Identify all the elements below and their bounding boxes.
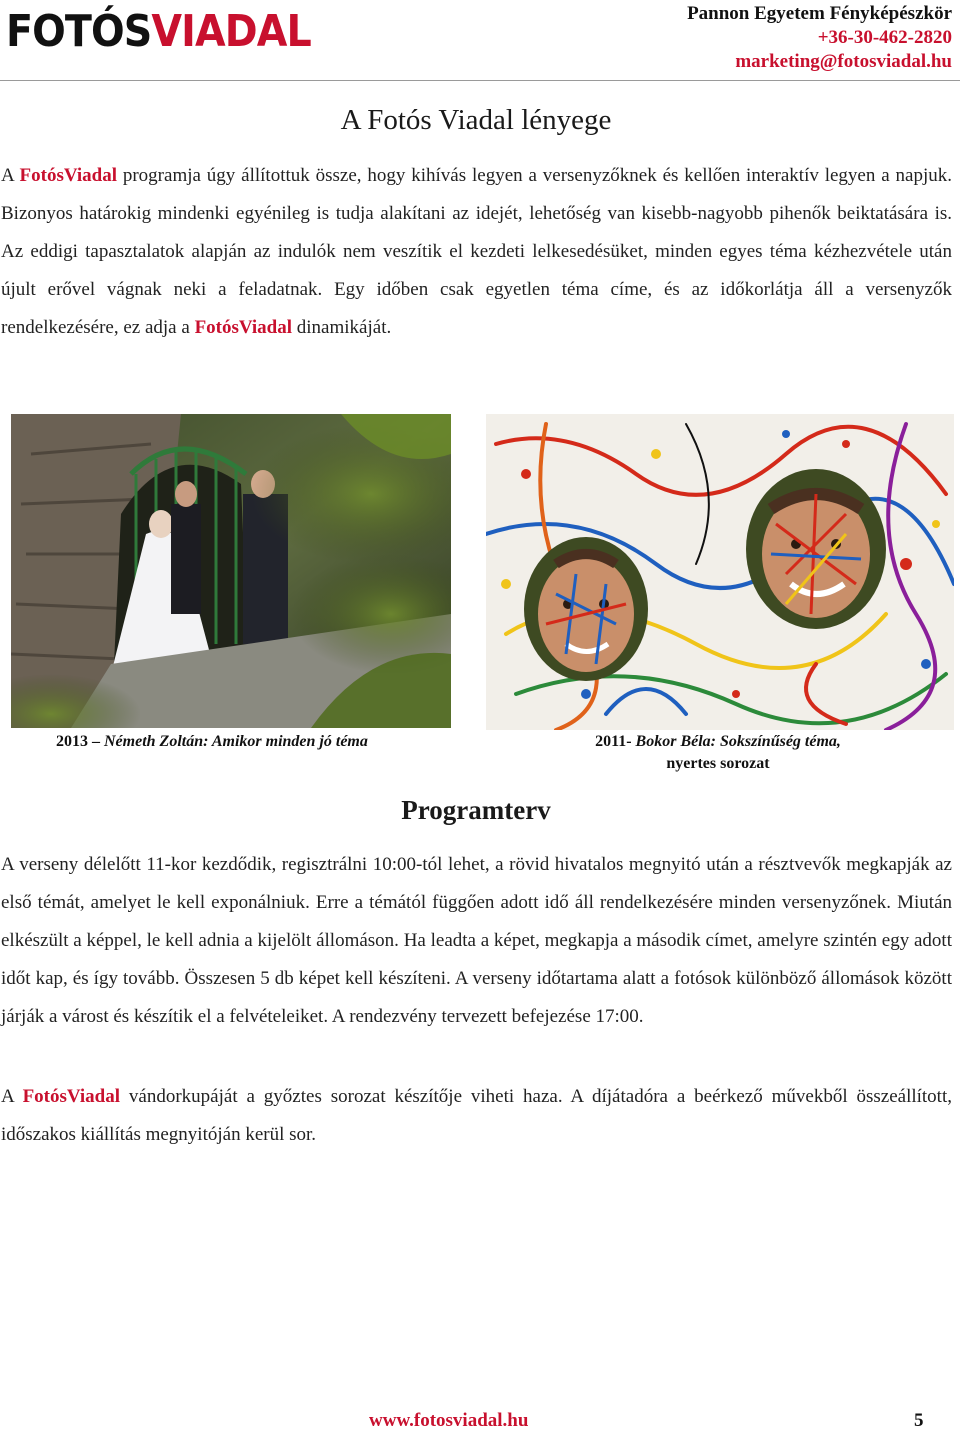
header-email[interactable]: marketing@fotosviadal.hu xyxy=(735,51,952,72)
photo-splatter-image xyxy=(486,414,954,730)
trophy-text-a: A xyxy=(1,1086,23,1107)
brand-name: FotósViadal xyxy=(194,317,293,338)
brand-name: FotósViadal xyxy=(19,165,117,186)
trophy-text-b: vándorkupáját a győztes sorozat készítője viheti haza. A díjátadóra a beérkező művekből összeállított, időszakos kiállítás megnyitóján kerül sor. xyxy=(1,1086,952,1145)
caption-year: 2013 – xyxy=(56,733,100,750)
brand-name: FotósViadal xyxy=(22,1086,121,1107)
caption-title: Bokor Béla: Sokszínűség téma, xyxy=(631,733,841,750)
header-divider xyxy=(0,80,960,81)
photo-caption-left xyxy=(56,731,368,753)
photo-paint-splatter xyxy=(486,414,954,730)
page-number: 5 xyxy=(914,1410,924,1431)
photo-wedding xyxy=(11,414,451,728)
header-phone: +36-30-462-2820 xyxy=(817,27,952,48)
intro-paragraph xyxy=(1,157,952,347)
intro-text-a: A xyxy=(1,165,20,186)
intro-text-c: dinamikáját. xyxy=(292,317,392,338)
header-org: Pannon Egyetem Fényképészkör xyxy=(687,3,952,24)
footer-url[interactable]: www.fotosviadal.hu xyxy=(369,1410,529,1431)
header-contact xyxy=(687,2,952,74)
program-paragraph: A verseny délelőtt 11-kor kezdődik, regisztrálni 10:00-tól lehet, a rövid hivatalos megnyitó után a résztvevők megkapják az első témát, amelyet le kell exponálniuk. Erre a témától függően adott idő áll rendelkezésére minden versenyzőnek. Miután elkészült a képpel, le kell adnia a kijelölt állomáson. Ha leadta a képet, megkapja a második címet, amelyre szintén egy adott időt kap, és így tovább. Összesen 5 db képet kell készíteni. A verseny időtartama alatt a fotósok különböző állomások között járják a várost és készítik el a felvételeiket. A rendezvény tervezett befejezése 17:00. xyxy=(1,854,952,1027)
caption-year: 2011- xyxy=(595,733,632,750)
photo-wedding-image xyxy=(11,414,451,728)
page-footer xyxy=(0,1410,960,1436)
logo-part-fotos: FOTÓS xyxy=(6,6,152,57)
section-title-programterv: Programterv xyxy=(401,795,551,825)
trophy-paragraph xyxy=(1,1078,952,1154)
caption-title: Németh Zoltán: Amikor minden jó téma xyxy=(100,733,368,750)
logo-part-viadal: VIADAL xyxy=(151,6,311,57)
photo-caption-right xyxy=(568,731,868,775)
section-title-lenyege: A Fotós Viadal lényege xyxy=(340,104,612,136)
caption-line2: nyertes sorozat xyxy=(666,755,770,772)
fotosviadal-logo xyxy=(6,4,311,60)
intro-text-b: programja úgy állítottuk össze, hogy kihívás legyen a versenyzőknek és kellően interaktív legyen a napjuk. Bizonyos határokig mindenki egyénileg is tudja alakítani az idejét, lehetőség van kisebb-nagyobb pihenők beiktatására is. Az eddigi tapasztalatok alapján az indulók nem veszítik el kezdeti lelkesedésüket, minden egyes téma kézhezvétele után újult erővel vágnak neki a feladatnak. Egy időben csak egyetlen téma címe, és az időkorlátja áll a versenyzők rendelkezésére, ez adja a xyxy=(1,165,952,338)
page-header xyxy=(0,0,960,82)
